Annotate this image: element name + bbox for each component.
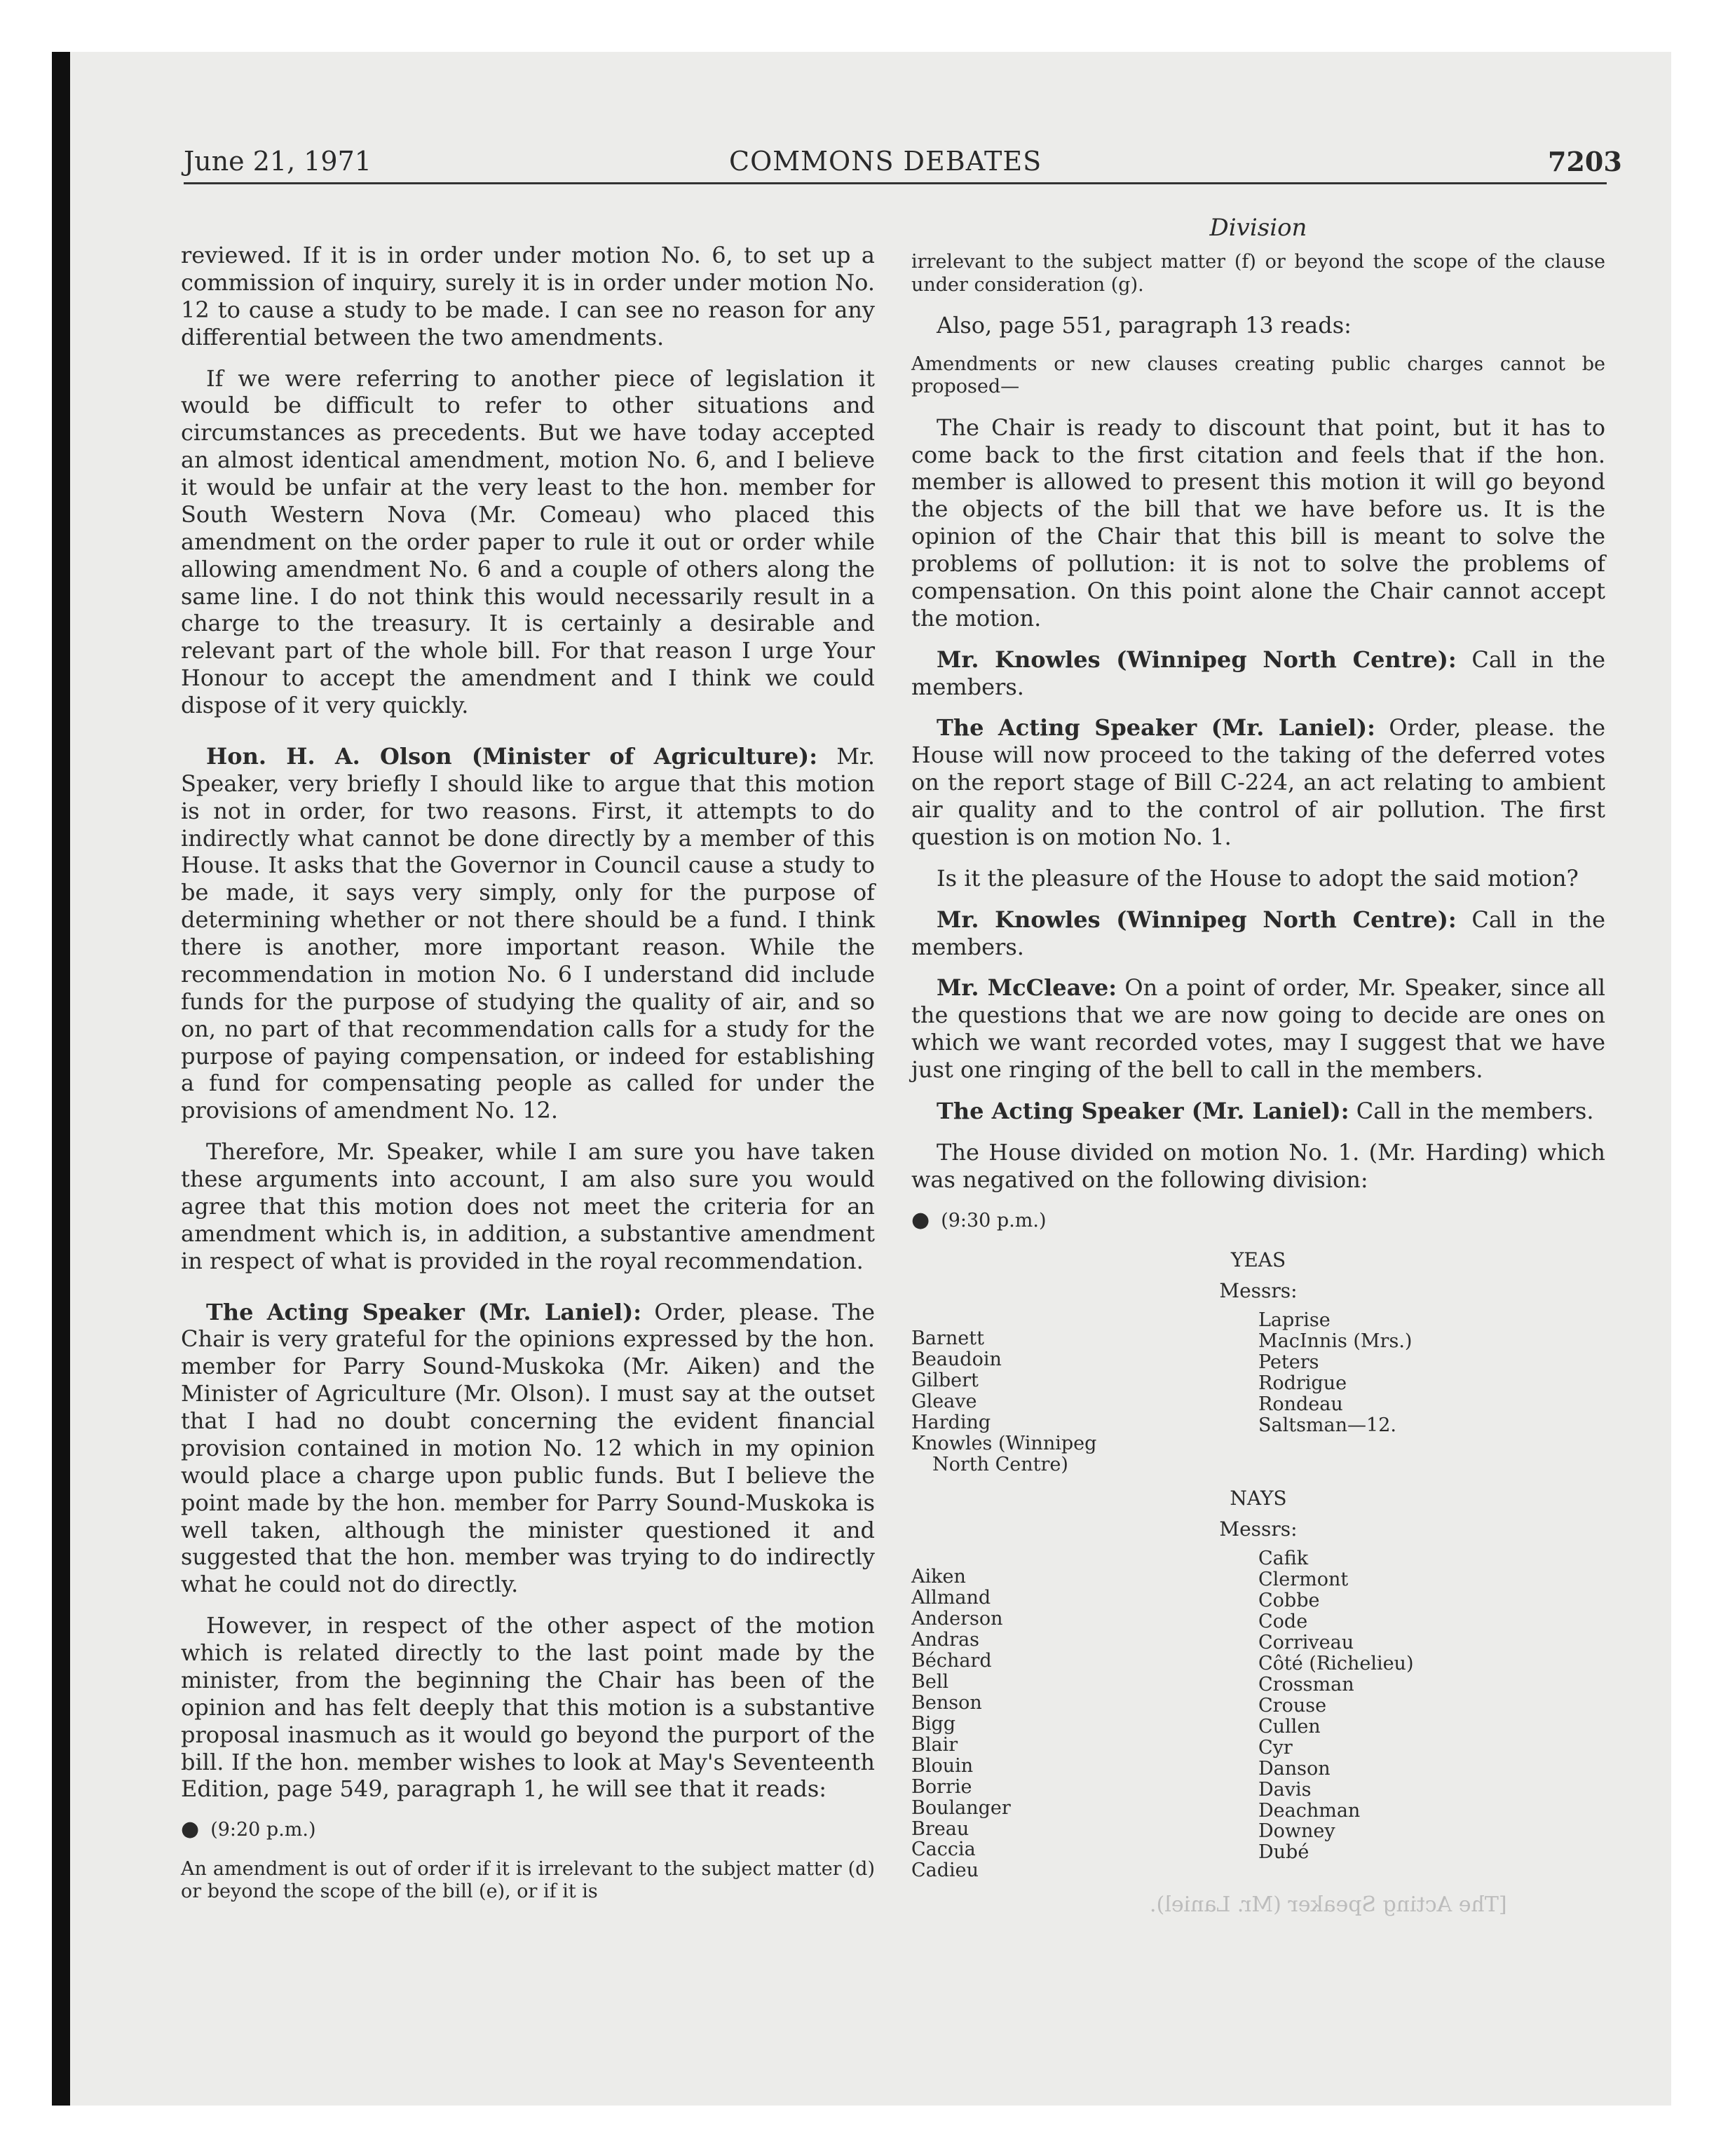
header-date: June 21, 1971 bbox=[184, 146, 372, 177]
member-name: Rondeau bbox=[1258, 1393, 1343, 1415]
member-name: Gleave bbox=[911, 1390, 977, 1412]
member-name: Laprise bbox=[1258, 1309, 1331, 1332]
member-name: Breau bbox=[911, 1817, 969, 1840]
speaker-name: The Acting Speaker (Mr. Laniel): bbox=[206, 1298, 642, 1325]
member-name: Barnett bbox=[911, 1328, 984, 1350]
member-name: Dubé bbox=[1258, 1841, 1309, 1864]
member-name: Knowles (Winnipeg bbox=[911, 1432, 1097, 1454]
member-name: Davis bbox=[1258, 1778, 1312, 1801]
nays-list bbox=[911, 1548, 1605, 1882]
speech-olson bbox=[181, 743, 875, 1124]
speech-text: Call in the members. bbox=[911, 906, 1606, 960]
time-marker bbox=[181, 1817, 875, 1842]
yeas-column-1 bbox=[911, 1310, 1258, 1475]
member-name: Bigg bbox=[911, 1712, 956, 1735]
paragraph: reviewed. If it is in order under motion No. 6, to set up a commission of inquiry, surely it is in order under motion No. 12 to cause a study to be made. I can see no reason for any differential between the two amendments. bbox=[181, 242, 875, 350]
paragraph: The Chair is ready to discount that point, but it has to come back to the first citation and feels that if the hon. member is allowed to present this motion it will go beyond the objects of the bill that we have before us. It is the opinion of the Chair that this bill is meant to solve the problems of pollution: it is not to solve the problems of compensation. On this point alone the Chair cannot accept the motion. bbox=[911, 414, 1605, 632]
nays-heading: NAYS bbox=[1230, 1486, 1287, 1510]
header-title: COMMONS DEBATES bbox=[729, 146, 1042, 177]
right-column bbox=[911, 214, 1605, 1892]
citation-quote-continued: irrelevant to the subject matter (f) or beyond the scope of the clause under consideration (g). bbox=[911, 251, 1605, 296]
member-name: Danson bbox=[1258, 1757, 1331, 1780]
member-name: Crossman bbox=[1258, 1673, 1354, 1696]
time-marker bbox=[911, 1208, 1605, 1233]
speech-acting-speaker bbox=[911, 1098, 1605, 1125]
member-name: Benson bbox=[911, 1691, 982, 1714]
member-name: Saltsman—12. bbox=[1258, 1414, 1396, 1436]
member-name: Côté (Richelieu) bbox=[1258, 1652, 1414, 1674]
speaker-name: Mr. Knowles (Winnipeg North Centre): bbox=[937, 906, 1457, 933]
member-name: Cullen bbox=[1258, 1715, 1321, 1738]
member-name: Allmand bbox=[911, 1586, 991, 1609]
speech-text: Call in the members. bbox=[911, 646, 1606, 700]
nays-column-2 bbox=[1258, 1548, 1605, 1882]
speaker-name: The Acting Speaker (Mr. Laniel): bbox=[937, 1097, 1349, 1124]
member-name: Downey bbox=[1258, 1820, 1335, 1843]
bullet-icon: ● bbox=[181, 1817, 200, 1842]
speaker-name: Mr. Knowles (Winnipeg North Centre): bbox=[937, 646, 1457, 673]
member-name: North Centre) bbox=[932, 1453, 1068, 1475]
member-name: Boulanger bbox=[911, 1796, 1011, 1819]
left-column bbox=[181, 242, 875, 1918]
member-name: Deachman bbox=[1258, 1799, 1361, 1822]
speech-text: Call in the members. bbox=[1356, 1097, 1594, 1124]
nays-messrs: Messrs: bbox=[1219, 1517, 1298, 1541]
time-text: (9:20 p.m.) bbox=[210, 1819, 316, 1841]
speaker-name: Hon. H. A. Olson (Minister of Agriculture): bbox=[206, 742, 818, 770]
member-name: Blair bbox=[911, 1733, 958, 1756]
bleed-through-text: [The Acting Speaker (Mr. Laniel). bbox=[1150, 1892, 1507, 1917]
member-name: Cobbe bbox=[1258, 1589, 1320, 1611]
member-name: Peters bbox=[1258, 1351, 1319, 1374]
paragraph: Also, page 551, paragraph 13 reads: bbox=[937, 312, 1352, 339]
member-name: Blouin bbox=[911, 1754, 974, 1777]
speaker-name: Mr. McCleave: bbox=[937, 974, 1117, 1002]
member-name: Corriveau bbox=[1258, 1631, 1354, 1653]
yeas-column-2 bbox=[1258, 1310, 1605, 1475]
speaker-name: The Acting Speaker (Mr. Laniel): bbox=[937, 714, 1375, 742]
speech-text: Order, please. The Chair is very grateful for the opinions expressed by the hon. member for Parry Sound-Muskoka (Mr. Aiken) and the Minister of Agriculture (Mr. Olson). I must say at the outset that I had no doubt concerning the evident financial provision contained in motion No. 12 which in my opinion would place a charge upon public funds. But I believe the point made by the hon. member for Parry Sound-Muskoka is well taken, although the minister questioned it and suggested that the hon. member was trying to do indirectly what he could not do directly. bbox=[181, 1298, 876, 1598]
member-name: Béchard bbox=[911, 1649, 992, 1672]
member-name: Borrie bbox=[911, 1775, 972, 1798]
member-name: Clermont bbox=[1258, 1568, 1349, 1590]
member-name: MacInnis (Mrs.) bbox=[1258, 1330, 1413, 1353]
yeas-list bbox=[911, 1310, 1605, 1475]
member-name: Cadieu bbox=[911, 1860, 979, 1882]
header-page-number: 7203 bbox=[1548, 146, 1622, 177]
speech-text: On a point of order, Mr. Speaker, since all the questions that we are now going to decide are ones on which we want recorded votes, may I suggest that we have just one ringing of the bell to call in the members. bbox=[911, 974, 1606, 1084]
citation-quote: An amendment is out of order if it is irrelevant to the subject matter (d) or beyond the scope of the bill (e), or if it is bbox=[181, 1857, 875, 1903]
member-name: Code bbox=[1258, 1610, 1308, 1632]
speech-knowles bbox=[911, 906, 1605, 961]
paragraph: Therefore, Mr. Speaker, while I am sure you have taken these arguments into account, I am also sure you would agree that this motion does not meet the criteria for an amendment which is, in addition, a substantive amendment in respect of what is provided in the royal recommendation. bbox=[181, 1138, 875, 1274]
running-head: Division bbox=[1209, 214, 1307, 242]
speech-acting-speaker bbox=[911, 714, 1605, 850]
member-name: Rodrigue bbox=[1258, 1372, 1347, 1394]
member-name: Caccia bbox=[911, 1838, 976, 1861]
paragraph: However, in respect of the other aspect of the motion which is related directly to the last point made by the minister, from the beginning the Chair has been of the opinion and has felt deeply that this motion is a substantive proposal inasmuch as it would go beyond the purport of the bill. If the hon. member wishes to look at May's Seventeenth Edition, page 549, paragraph 1, he will see that it reads: bbox=[181, 1612, 875, 1803]
member-name: Beaudoin bbox=[911, 1349, 1002, 1371]
paragraph: If we were referring to another piece of legislation it would be difficult to refer to other situations and circumstances as precedents. But we have today accepted an almost identical amendment, motion No. 6, and I believe it would be unfair at the very least to the hon. member for South Western Nova (Mr. Comeau) who placed this amendment on the order paper to rule it out or order while allowing amendment No. 6 and a couple of others along the same line. I do not think this would necessarily result in a charge to the treasury. It is certainly a desirable and relevant part of the whole bill. For that reason I urge Your Honour to accept the amendment and I think we could dispose of it very quickly. bbox=[181, 364, 875, 718]
member-name: Cyr bbox=[1258, 1736, 1293, 1759]
header-rule bbox=[184, 182, 1607, 184]
member-name: Aiken bbox=[911, 1565, 966, 1588]
yeas-messrs: Messrs: bbox=[1219, 1279, 1298, 1303]
time-text: (9:30 p.m.) bbox=[941, 1209, 1047, 1231]
member-name: Andras bbox=[911, 1628, 980, 1651]
speech-knowles bbox=[911, 646, 1605, 701]
nays-column-1 bbox=[911, 1548, 1258, 1882]
bullet-icon: ● bbox=[911, 1207, 930, 1232]
member-name: Harding bbox=[911, 1411, 991, 1433]
paragraph: Is it the pleasure of the House to adopt the said motion? bbox=[937, 864, 1579, 892]
paragraph: The House divided on motion No. 1. (Mr. Harding) which was negatived on the following division: bbox=[911, 1138, 1605, 1193]
yeas-heading: YEAS bbox=[1230, 1248, 1286, 1272]
speech-acting-speaker bbox=[181, 1299, 875, 1599]
speech-text: Order, please. the House will now proceed to the taking of the deferred votes on the report stage of Bill C-224, an act relating to ambient air quality and to the control of air pollution. The first question is on motion No. 1. bbox=[911, 714, 1605, 850]
member-name: Crouse bbox=[1258, 1694, 1327, 1717]
member-name: Gilbert bbox=[911, 1370, 979, 1392]
member-name: Anderson bbox=[911, 1607, 1003, 1630]
speech-text: Mr. Speaker, very briefly I should like to argue that this motion is not in order, for two reasons. First, it attempts to do indirectly what cannot be done directly by a member of this House. It asks that the Governor in Council cause a study to be made, it says very simply, only for the purpose of determining whether or not there should be a fund. I think there is another, more important reason. While the recommendation in motion No. 6 I understand did include funds for the purpose of studying the quality of air, and so on, no part of that recommendation calls for a study for the purpose of paying compensation, or indeed for establishing a fund for compensating people as called for under the provisions of amendment No. 12. bbox=[181, 742, 876, 1124]
citation-quote: Amendments or new clauses creating public charges cannot be proposed— bbox=[911, 353, 1605, 398]
member-name: Bell bbox=[911, 1670, 949, 1693]
speech-mccleave bbox=[911, 974, 1605, 1084]
member-name: Cafik bbox=[1258, 1547, 1309, 1569]
